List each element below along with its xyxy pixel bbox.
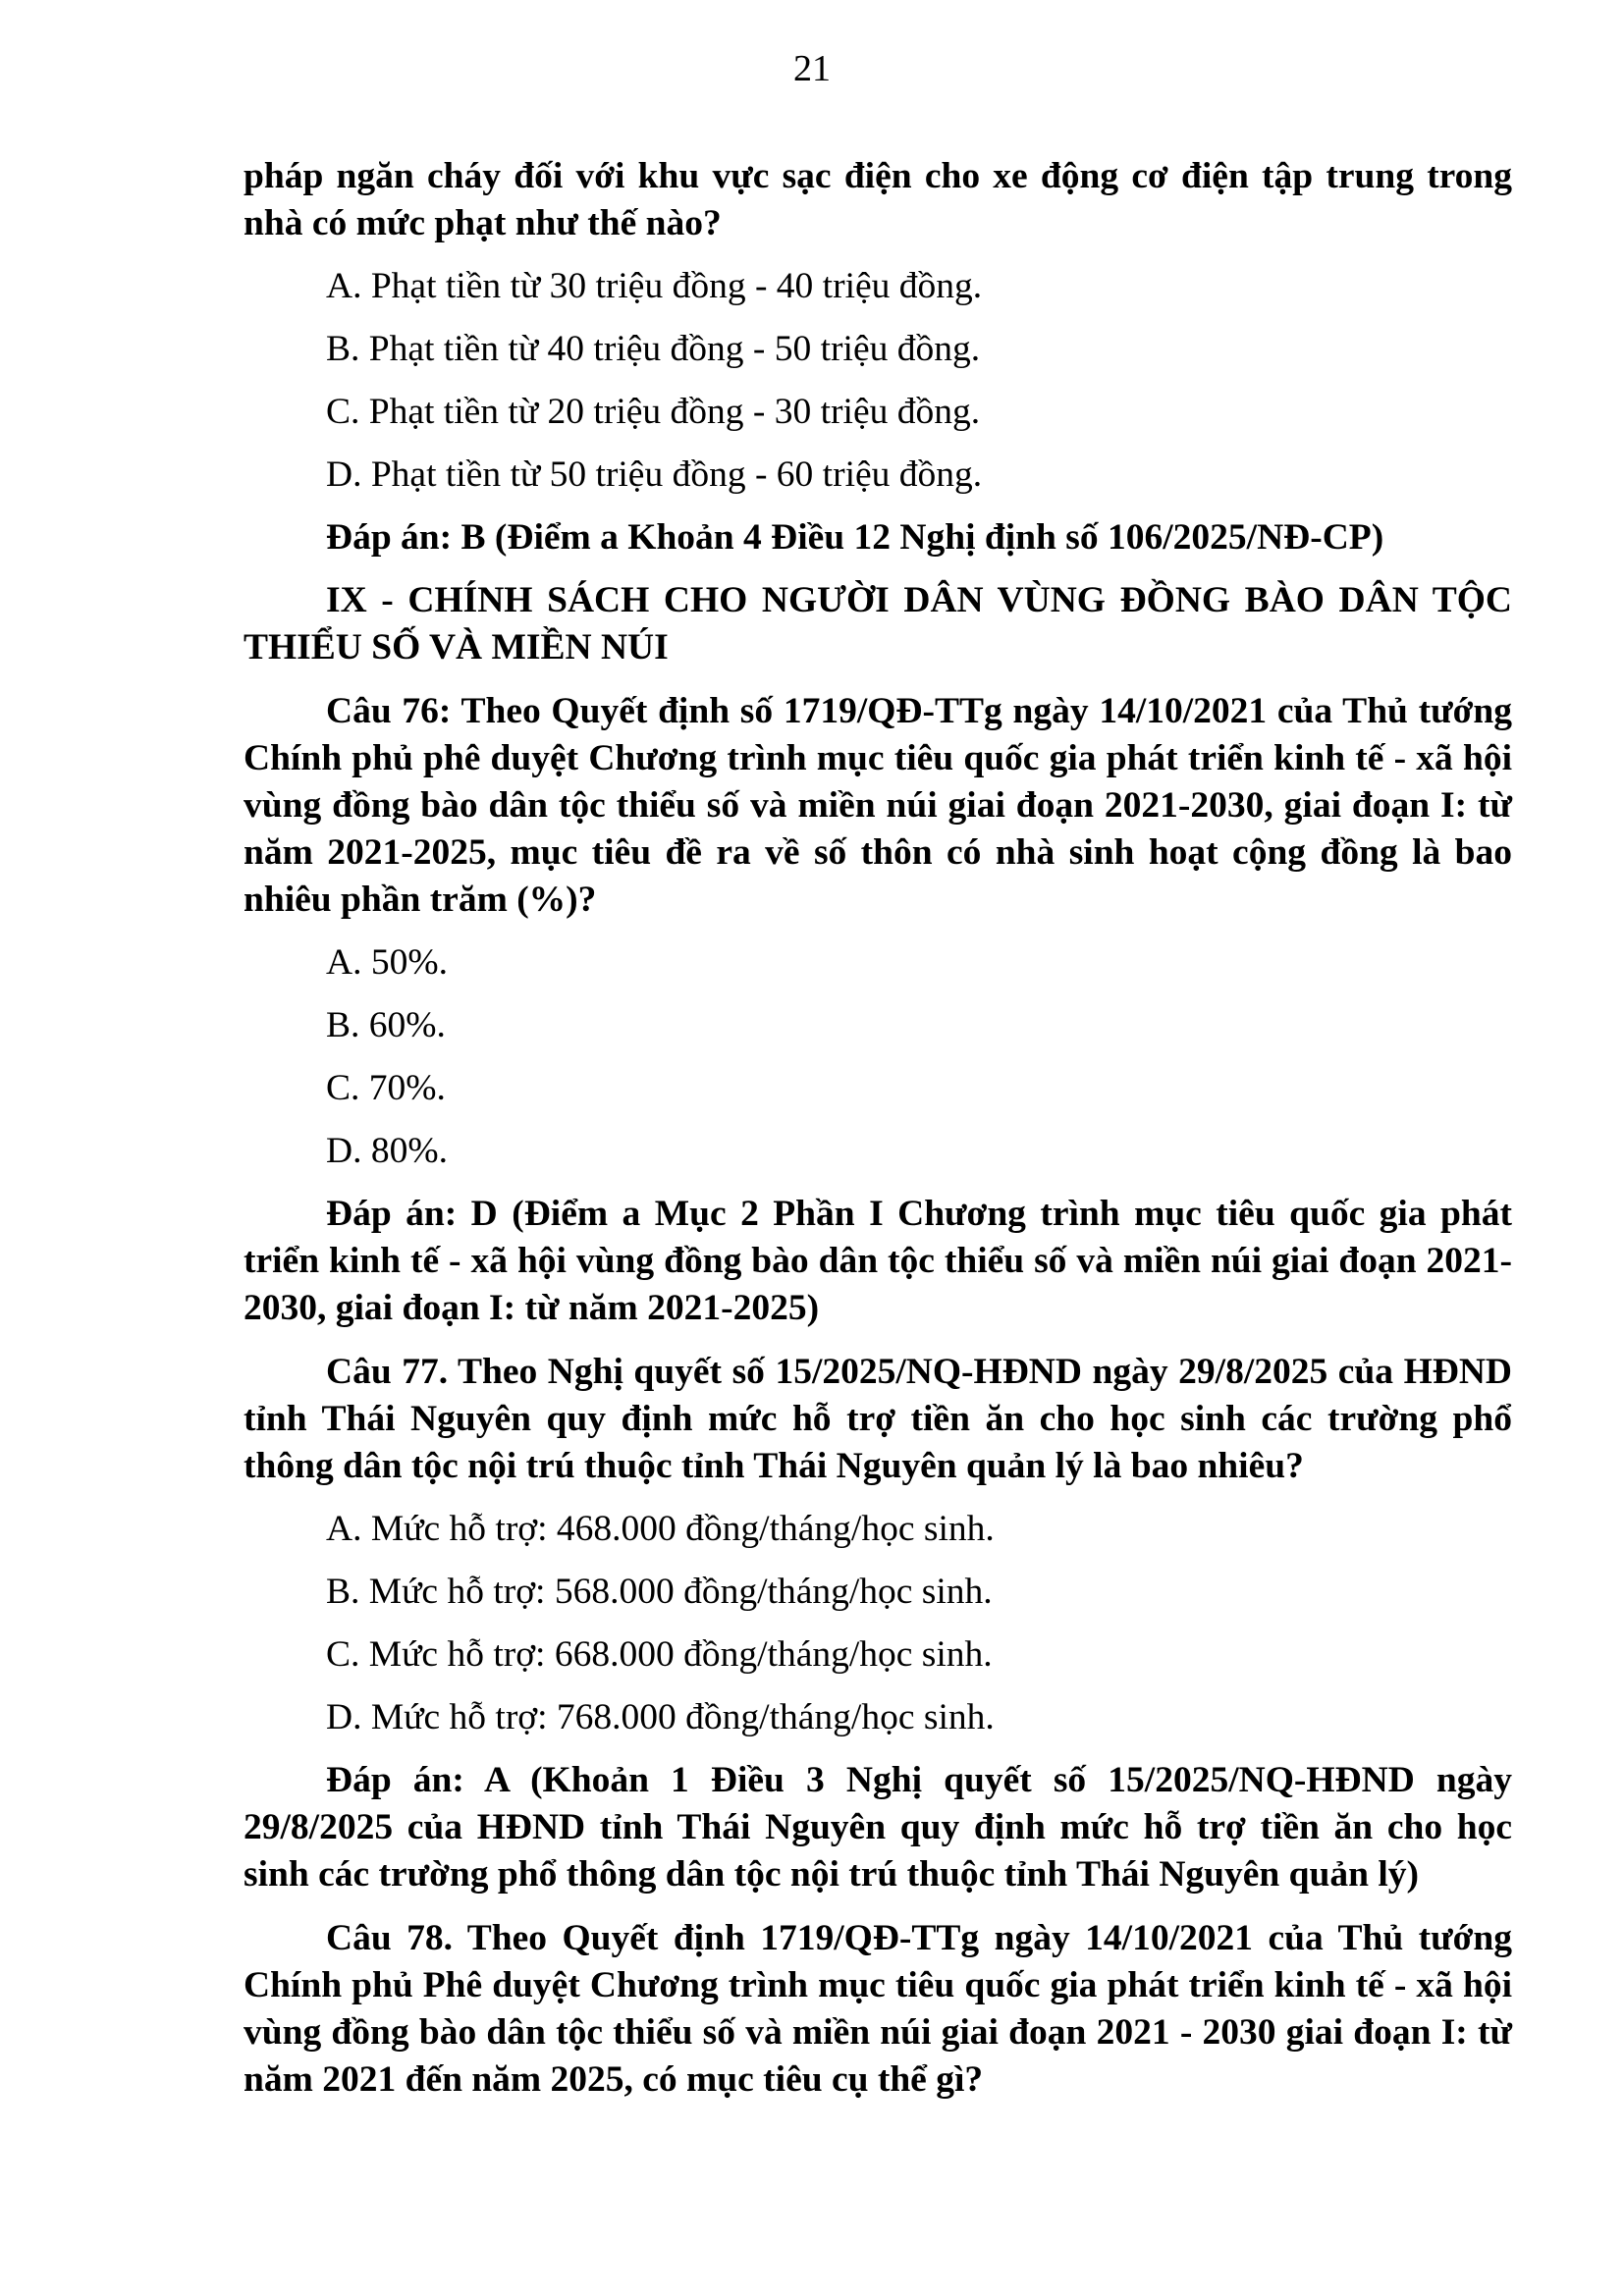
section-heading: IX - CHÍNH SÁCH CHO NGƯỜI DÂN VÙNG ĐỒNG BÀO DÂN TỘC THIỂU SỐ VÀ MIỀN NÚI bbox=[244, 580, 1512, 667]
option-c: C. 70%. bbox=[326, 1068, 446, 1108]
option-b: B. Mức hỗ trợ: 568.000 đồng/tháng/học sinh. bbox=[326, 1572, 993, 1612]
answer: Đáp án: A (Khoản 1 Điều 3 Nghị quyết số 15/2025/NQ-HĐND ngày 29/8/2025 của HĐND tỉnh Thái Nguyên quy định mức hỗ trợ tiền ăn cho học sinh các trường phổ thông dân tộc nội trú thuộc tỉnh Thái Nguyên quản lý) bbox=[244, 1760, 1512, 1895]
option-a: A. Mức hỗ trợ: 468.000 đồng/tháng/học sinh. bbox=[326, 1509, 995, 1549]
question-76: Câu 76: Theo Quyết định số 1719/QĐ-TTg ngày 14/10/2021 của Thủ tướng Chính phủ phê duyệt Chương trình mục tiêu quốc gia phát triển kinh tế - xã hội vùng đồng bào dân tộc thiểu số và miền núi giai đoạn 2021-2030, giai đoạn I: từ năm 2021-2025, mục tiêu đề ra về số thôn có nhà sinh hoạt cộng đồng là bao nhiêu phần trăm (%)? bbox=[244, 691, 1512, 920]
answer: Đáp án: B (Điểm a Khoản 4 Điều 12 Nghị định số 106/2025/NĐ-CP) bbox=[326, 517, 1384, 558]
option-a: A. 50%. bbox=[326, 942, 448, 983]
option-c: C. Phạt tiền từ 20 triệu đồng - 30 triệu đồng. bbox=[326, 392, 981, 432]
option-d: D. Mức hỗ trợ: 768.000 đồng/tháng/học sinh. bbox=[326, 1697, 995, 1737]
document-body bbox=[244, 153, 1512, 2104]
option-c: C. Mức hỗ trợ: 668.000 đồng/tháng/học sinh. bbox=[326, 1634, 993, 1675]
option-b: B. Phạt tiền từ 40 triệu đồng - 50 triệu đồng. bbox=[326, 329, 981, 369]
page-number: 21 bbox=[793, 48, 831, 89]
question-77: Câu 77. Theo Nghị quyết số 15/2025/NQ-HĐND ngày 29/8/2025 của HĐND tỉnh Thái Nguyên quy định mức hỗ trợ tiền ăn cho học sinh các trường phổ thông dân tộc nội trú thuộc tỉnh Thái Nguyên quản lý là bao nhiêu? bbox=[244, 1352, 1512, 1486]
question-continuation: pháp ngăn cháy đối với khu vực sạc điện cho xe động cơ điện tập trung trong nhà có mức phạt như thế nào? bbox=[244, 156, 1512, 243]
option-b: B. 60%. bbox=[326, 1005, 446, 1045]
answer: Đáp án: D (Điểm a Mục 2 Phần I Chương trình mục tiêu quốc gia phát triển kinh tế - xã hội vùng đồng bào dân tộc thiểu số và miền núi giai đoạn 2021- 2030, giai đoạn I: từ năm 2021-2025) bbox=[244, 1194, 1512, 1328]
question-78: Câu 78. Theo Quyết định 1719/QĐ-TTg ngày 14/10/2021 của Thủ tướng Chính phủ Phê duyệt Chương trình mục tiêu quốc gia phát triển kinh tế - xã hội vùng đồng bào dân tộc thiểu số và miền núi giai đoạn 2021 - 2030 giai đoạn I: từ năm 2021 đến năm 2025, có mục tiêu cụ thể gì? bbox=[244, 1918, 1512, 2100]
option-d: D. 80%. bbox=[326, 1131, 448, 1171]
option-d: D. Phạt tiền từ 50 triệu đồng - 60 triệu đồng. bbox=[326, 454, 983, 495]
option-a: A. Phạt tiền từ 30 triệu đồng - 40 triệu đồng. bbox=[326, 266, 983, 306]
